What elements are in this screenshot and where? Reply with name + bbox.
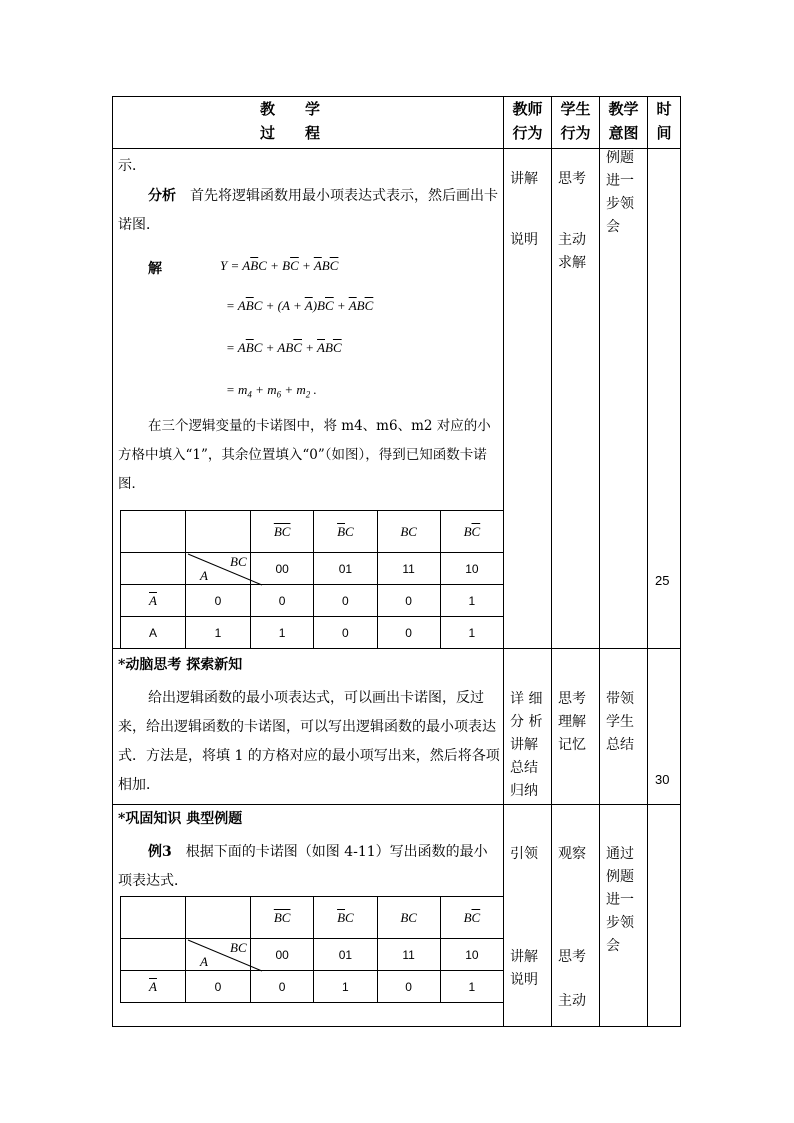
eq-var: C bbox=[253, 340, 263, 355]
equation-line-3: = $A\overline{B}C + AB\overline{C} + \overline{A}B\overline{C}$ bbox=[226, 340, 342, 355]
sec2-teacher-line: 讲解 bbox=[510, 737, 538, 753]
sec2-student-line: 理解 bbox=[558, 714, 586, 730]
eq-var: m bbox=[267, 382, 277, 397]
eq-var: A bbox=[281, 298, 290, 313]
eq-var: m bbox=[296, 382, 306, 397]
analysis-paragraph bbox=[118, 182, 498, 240]
sec2-time: 30 bbox=[655, 772, 670, 787]
eq-var: $\overline{B}$ bbox=[245, 298, 254, 313]
kmap-cell bbox=[121, 939, 186, 971]
header-time bbox=[648, 97, 680, 145]
sec2-teacher-line: 归纳 bbox=[510, 783, 538, 799]
sec1-intent-line: 例题 bbox=[606, 150, 634, 166]
eq-var: $\overline{C}$ bbox=[290, 258, 299, 273]
sec2-intent-line: 总结 bbox=[606, 737, 634, 753]
kmap-value: 0 bbox=[251, 971, 314, 1003]
header-process bbox=[200, 97, 380, 145]
header-student-line2: 行为 bbox=[560, 124, 591, 142]
sec2-teacher-line: 总结 bbox=[510, 760, 538, 776]
eq-var: $\overline{C}$ bbox=[332, 340, 342, 355]
kmap-header-row bbox=[121, 511, 504, 553]
kmap-code: 01 bbox=[314, 939, 377, 971]
kmap-col-label: $\overline{B}C$ bbox=[314, 897, 377, 939]
kmap-value: 0 bbox=[377, 585, 440, 617]
sec3-intent-line: 步领 bbox=[606, 915, 634, 931]
karnaugh-map-2 bbox=[120, 896, 504, 1003]
equation-line-4: = $m_4 + m_6 + m_2$ . bbox=[226, 382, 317, 400]
eq-var: A bbox=[237, 298, 246, 313]
kmap-corner-a: A bbox=[200, 954, 208, 969]
kmap-header-row bbox=[121, 897, 504, 939]
kmap-value: 0 bbox=[314, 585, 377, 617]
eq-var: $\overline{B}$ bbox=[250, 258, 259, 273]
eq-var: $\overline{C}$ bbox=[293, 340, 302, 355]
sec3-example bbox=[118, 838, 500, 896]
kmap-corner-a: A bbox=[200, 568, 208, 583]
kmap-cell bbox=[121, 511, 186, 553]
sec3-intent-line: 进一 bbox=[606, 892, 634, 908]
sec2-student-line: 思考 bbox=[558, 691, 586, 707]
kmap-cell bbox=[186, 511, 251, 553]
kmap-row bbox=[121, 585, 504, 617]
header-process-line1: 教 学 bbox=[259, 100, 320, 118]
kmap-corner-bc: BC bbox=[230, 554, 247, 569]
sec3-title: *巩固知识 典型例题 bbox=[118, 811, 243, 827]
header-time-line2: 间 bbox=[656, 124, 672, 142]
kmap-code: 00 bbox=[251, 553, 314, 585]
header-student-line1: 学生 bbox=[560, 100, 591, 118]
eq-var: C bbox=[253, 298, 263, 313]
eq-var: A bbox=[237, 340, 246, 355]
sec1-student-2: 主动求解 bbox=[558, 232, 586, 271]
kmap-cell bbox=[121, 897, 186, 939]
analysis-label: 分析 bbox=[148, 188, 176, 204]
kmap-corner-cell bbox=[186, 553, 251, 585]
kmap-value: 1 bbox=[251, 617, 314, 649]
sec2-intent bbox=[606, 688, 634, 757]
eq-var: $\overline{A}$ bbox=[317, 340, 325, 355]
solution-label: 解 bbox=[148, 261, 162, 277]
kmap-corner-bc: BC bbox=[230, 940, 247, 955]
equation-line-1: $Y = A\overline{B}C + B\overline{C} + \overline{A}B\overline{C}$ bbox=[220, 258, 339, 273]
kmap-cell bbox=[186, 897, 251, 939]
kmap-value: 1 bbox=[440, 971, 503, 1003]
sec3-intent-line: 会 bbox=[606, 938, 620, 954]
sec2-intent-line: 带领 bbox=[606, 691, 634, 707]
eq-var: $\overline{C}$ bbox=[329, 258, 339, 273]
header-time-line1: 时 bbox=[656, 100, 672, 118]
sec3-student-3: 主动 bbox=[558, 993, 586, 1009]
kmap-value: 1 bbox=[440, 585, 503, 617]
sec2-student-line: 记忆 bbox=[558, 737, 586, 753]
header-process-line2: 过 程 bbox=[259, 124, 320, 142]
eq-var: m bbox=[238, 382, 248, 397]
kmap-code: 10 bbox=[440, 553, 503, 585]
kmap-col-label: $B\overline{C}$ bbox=[440, 897, 503, 939]
kmap-code: 00 bbox=[251, 939, 314, 971]
kmap-value: 0 bbox=[251, 585, 314, 617]
diagonal-line bbox=[186, 939, 264, 973]
kmap-value: 0 bbox=[314, 617, 377, 649]
sec3-intent-line: 例题 bbox=[606, 869, 634, 885]
kmap-corner-cell bbox=[186, 939, 251, 971]
sec1-time: 25 bbox=[655, 573, 670, 588]
eq-var: $\overline{C}$ bbox=[325, 298, 334, 313]
eq-var: $\overline{A}$ bbox=[304, 298, 313, 313]
sec2-teacher-line: 分 析 bbox=[510, 714, 543, 730]
kmap-code-row bbox=[121, 939, 504, 971]
example-label: 例3 bbox=[148, 844, 172, 860]
kmap-row-label: A bbox=[121, 617, 186, 649]
kmap-row bbox=[121, 617, 504, 649]
sec3-student-1: 观察 bbox=[558, 846, 586, 862]
example-text: 根据下面的卡诺图（如图 4-11）写出函数的最小项表达式． bbox=[118, 844, 488, 889]
header-teacher-line2: 行为 bbox=[512, 124, 543, 142]
kmap-code: 11 bbox=[377, 553, 440, 585]
sec2-intent-line: 学生 bbox=[606, 714, 634, 730]
kmap-col-label: $\overline{BC}$ bbox=[251, 511, 314, 553]
equation-line-2: = $A\overline{B}C + (A + \overline{A})B\overline{C} + \overline{A}B\overline{C}$ bbox=[226, 298, 374, 313]
kmap-code-row bbox=[121, 553, 504, 585]
sec1-intent-line: 进一 bbox=[606, 173, 634, 189]
sec1-teacher-2: 说明 bbox=[510, 232, 538, 248]
kmap-code: 11 bbox=[377, 939, 440, 971]
header-student bbox=[552, 97, 599, 145]
kmap-code: 01 bbox=[314, 553, 377, 585]
sec3-student-2: 思考 bbox=[558, 949, 586, 965]
sec3-teacher-1: 引领 bbox=[510, 846, 538, 862]
eq-var: A bbox=[242, 258, 251, 273]
eq-var: $\overline{A}$ bbox=[313, 258, 322, 273]
analysis-text: 首先将逻辑函数用最小项表达式表示，然后画出卡诺图． bbox=[118, 188, 498, 233]
kmap-value: 1 bbox=[314, 971, 377, 1003]
sec1-intent bbox=[606, 147, 634, 239]
sec1-student-1: 思考 bbox=[558, 171, 586, 187]
sec2-title: *动脑思考 探索新知 bbox=[118, 657, 243, 673]
sec3-teacher-2: 讲解 bbox=[510, 949, 538, 965]
header-teacher-line1: 教师 bbox=[512, 100, 543, 118]
eq-var: B bbox=[285, 340, 294, 355]
eq-var: C bbox=[258, 258, 267, 273]
kmap-row bbox=[121, 971, 504, 1003]
kmap-row-label: $\overline{A}$ bbox=[121, 971, 186, 1003]
kmap-col-label: BC bbox=[377, 897, 440, 939]
eq-var: $\overline{A}$ bbox=[348, 298, 357, 313]
eq-var: B bbox=[321, 258, 330, 273]
kmap-row-label: $\overline{A}$ bbox=[121, 585, 186, 617]
sec1-intent-line: 步领 bbox=[606, 196, 634, 212]
eq-var: Y bbox=[220, 258, 228, 273]
eq-var: B bbox=[356, 298, 365, 313]
eq-var: B bbox=[325, 340, 333, 355]
kmap-value: 0 bbox=[377, 971, 440, 1003]
sec2-body: 给出逻辑函数的最小项表达式，可以画出卡诺图，反过来，给出逻辑函数的卡诺图，可以写出逻辑函数的最小项表达式．方法是，将填 1 的方格对应的最小项写出来，然后将各项相加． bbox=[118, 690, 500, 793]
karnaugh-map-1 bbox=[120, 510, 504, 649]
header-teacher bbox=[504, 97, 551, 145]
kmap-cell bbox=[121, 553, 186, 585]
continuation-text: 示． bbox=[118, 158, 146, 174]
sec3-teacher-3: 说明 bbox=[510, 972, 538, 988]
eq-var: $\overline{B}$ bbox=[245, 340, 254, 355]
kmap-col-label: BC bbox=[377, 511, 440, 553]
eq-var: B bbox=[282, 258, 291, 273]
eq-var: $\overline{C}$ bbox=[364, 298, 374, 313]
eq-var: A bbox=[277, 340, 286, 355]
kmap-col-label: $\overline{B}C$ bbox=[314, 511, 377, 553]
sec2-teacher-line: 详 细 bbox=[510, 691, 543, 707]
sec1-teacher-1: 讲解 bbox=[510, 171, 538, 187]
header-intent bbox=[600, 97, 647, 145]
sec2-teacher bbox=[510, 688, 542, 803]
sec1-intent-line: 会 bbox=[606, 219, 620, 235]
header-intent-line2: 意图 bbox=[608, 124, 639, 142]
eq-var: B bbox=[317, 298, 325, 313]
sec2-student bbox=[558, 688, 586, 757]
kmap-value: 0 bbox=[377, 617, 440, 649]
sec3-intent-line: 通过 bbox=[606, 846, 634, 862]
kmap-value: 0 bbox=[186, 585, 251, 617]
kmap-col-label: $B\overline{C}$ bbox=[440, 511, 503, 553]
kmap-value: 0 bbox=[186, 971, 251, 1003]
kmap-instruction-paragraph: 在三个逻辑变量的卡诺图中，将 m4、m6、m2 对应的小方格中填入“1”，其余位置填入“0”（如图），得到已知函数卡诺图． bbox=[118, 418, 491, 492]
kmap-code: 10 bbox=[440, 939, 503, 971]
diagonal-line bbox=[186, 553, 264, 587]
kmap-col-label: $\overline{BC}$ bbox=[251, 897, 314, 939]
kmap-value: 1 bbox=[440, 617, 503, 649]
sec3-intent bbox=[606, 843, 634, 958]
kmap-value: 1 bbox=[186, 617, 251, 649]
header-intent-line1: 教学 bbox=[608, 100, 639, 118]
